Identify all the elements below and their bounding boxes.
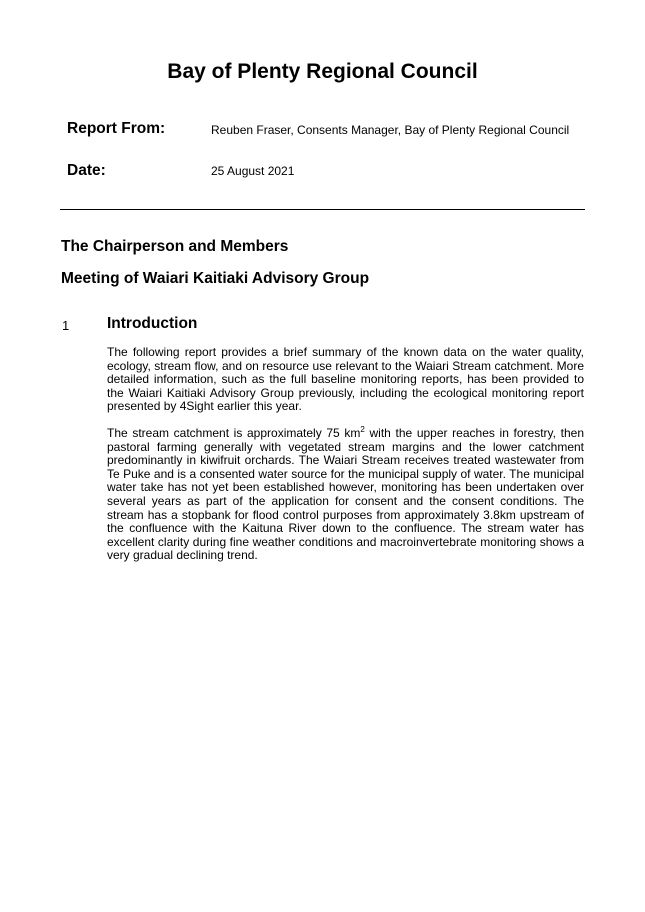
section-number: 1 <box>62 318 70 333</box>
meeting-heading: Meeting of Waiari Kaitiaki Advisory Group <box>61 270 370 287</box>
report-from-label: Report From: <box>67 120 166 137</box>
intro-paragraph-1: The following report provides a brief summary of the known data on the water quality, ecology, stream flow, and on resource use relevant to the Waiari Stream catchment. More detailed information, such as the full baseline monitoring reports, has been provided to the Waiari Kaitiaki Advisory Group previously, including the ecological monitoring report presented by 4Sight earlier this year. <box>107 345 584 414</box>
page-title: Bay of Plenty Regional Council <box>167 60 478 83</box>
superscript-2: 2 <box>360 425 365 434</box>
date-value: 25 August 2021 <box>211 164 295 178</box>
paragraph-2-text-start: The stream catchment is approximately 75 km <box>107 426 361 440</box>
date-label: Date: <box>67 162 106 179</box>
report-from-value: Reuben Fraser, Consents Manager, Bay of Plenty Regional Council <box>211 123 570 137</box>
intro-paragraph-2 <box>107 427 584 563</box>
paragraph-2-text-end: with the upper reaches in forestry, then pastoral farming generally with vegetated stream margins and the lower catchment predominantly in kiwifruit orchards. The Waiari Stream receives treated wastewater from Te Puke and is a consented water source for the municipal supply of water. The municipal water take has not yet been established however, monitoring has been undertaken over several years as part of the application for consent and the consent conditions. The stream has a stopbank for flood control purposes from approximately 3.8km upstream of the confluence with the Kaituna River down to the confluence. The stream water has excellent clarity during fine weather conditions and macroinvertebrate monitoring shows a very gradual declining trend. <box>107 426 584 563</box>
section-title: Introduction <box>107 315 198 332</box>
header-divider <box>60 209 585 210</box>
addressee-heading: The Chairperson and Members <box>61 238 289 255</box>
